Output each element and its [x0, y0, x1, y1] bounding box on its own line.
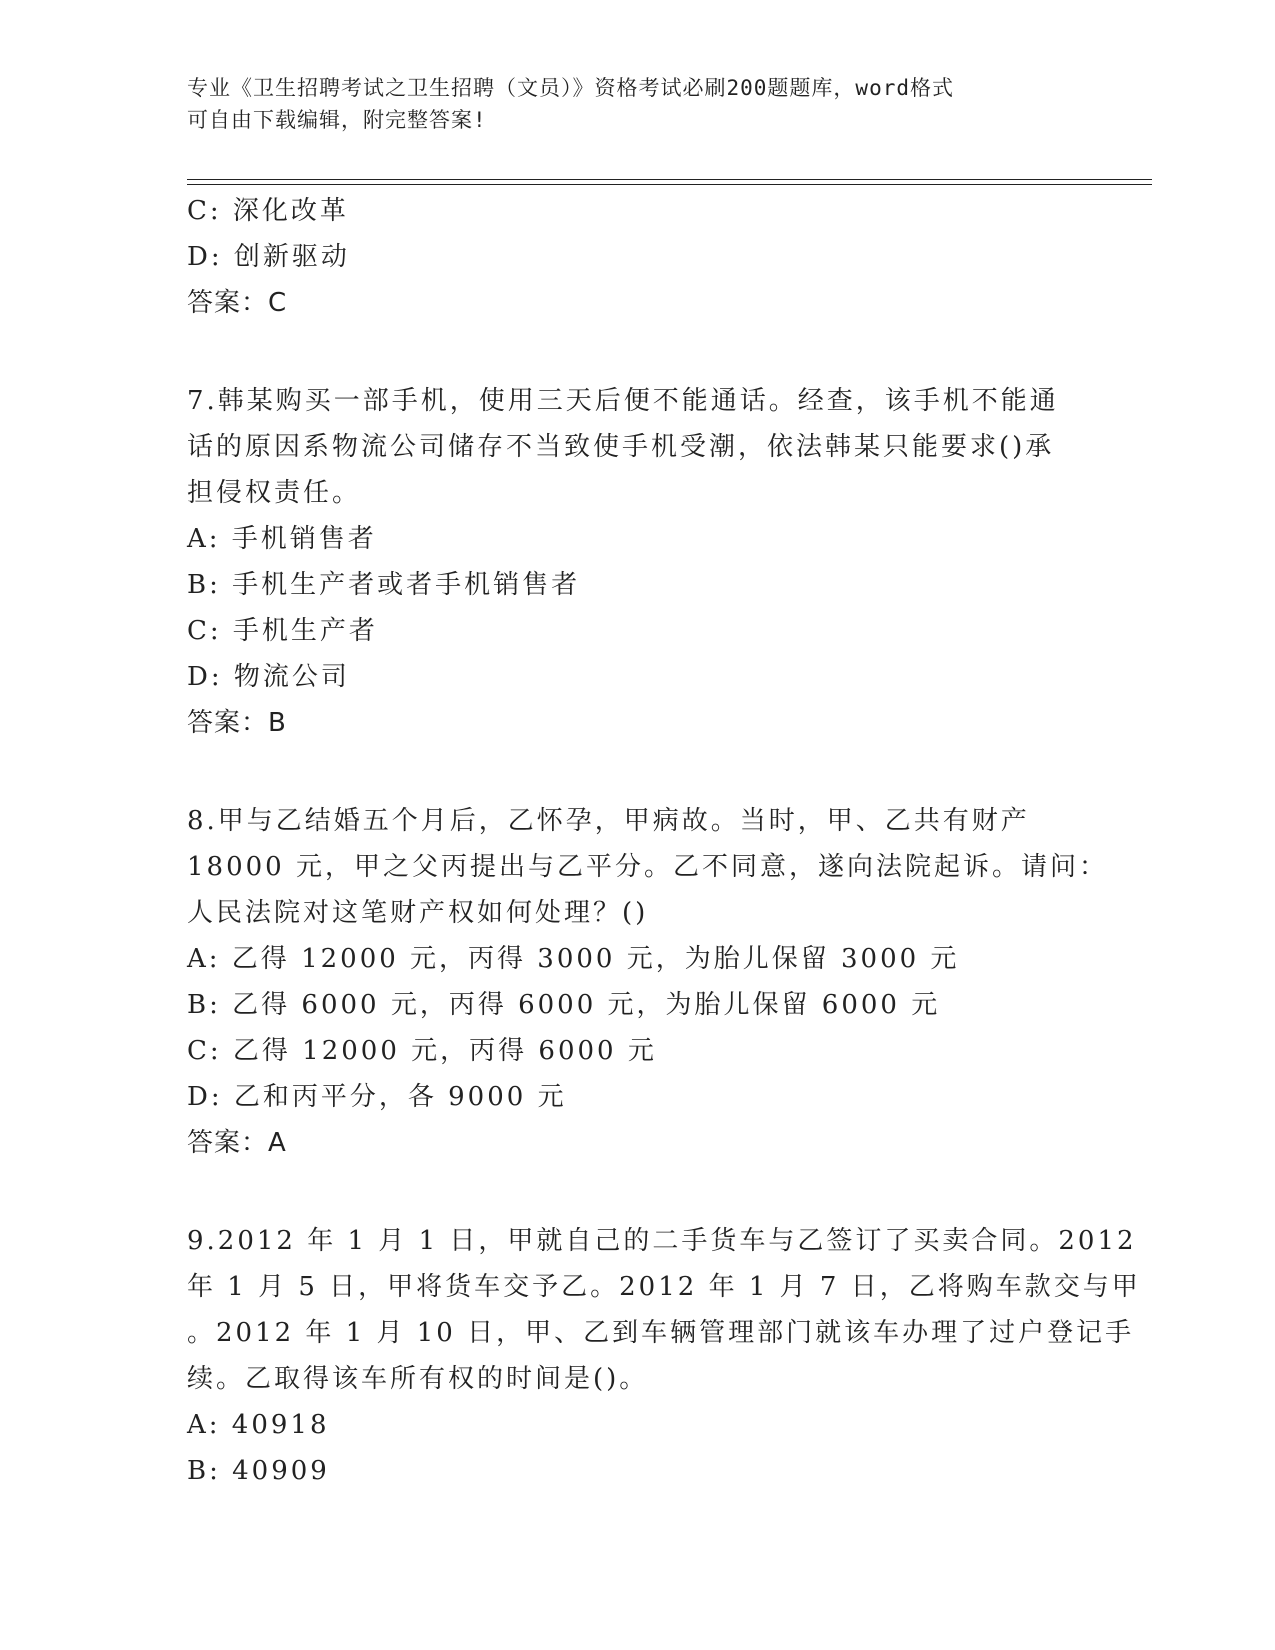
question-stem-line: 话的原因系物流公司储存不当致使手机受潮，依法韩某只能要求()承	[187, 432, 1055, 462]
question-spacer	[187, 746, 1087, 798]
question-stem-line: 续。乙取得该车所有权的时间是()。	[187, 1364, 649, 1394]
question-8	[187, 798, 1108, 1166]
answer-line: 答案：B	[187, 708, 287, 738]
answer-line: 答案：A	[187, 1128, 287, 1158]
question-stem-line: 。2012 年 1 月 10 日，甲、乙到车辆管理部门就该车办理了过户登记手	[187, 1318, 1135, 1348]
question-spacer	[187, 1166, 1087, 1218]
header-divider-top	[187, 179, 1152, 180]
question-stem-line: 年 1 月 5 日，甲将货车交予乙。2012 年 1 月 7 日，乙将购车款交与甲	[187, 1272, 1141, 1302]
question-stem-line: 18000 元，甲之父丙提出与乙平分。乙不同意，遂向法院起诉。请问：	[187, 852, 1108, 882]
option-c: C: 深化改革	[187, 196, 349, 226]
question-9	[187, 1218, 1141, 1494]
question-stem-line: 7.韩某购买一部手机，使用三天后便不能通话。经查，该手机不能通	[187, 386, 1059, 416]
option-a: A: 乙得 12000 元，丙得 3000 元，为胎儿保留 3000 元	[187, 944, 960, 974]
question-stem-line: 8.甲与乙结婚五个月后，乙怀孕，甲病故。当时，甲、乙共有财产	[187, 806, 1030, 836]
question-6-tail	[187, 188, 1087, 326]
option-b: B: 40909	[187, 1456, 330, 1486]
header-title-line-1: 专业《卫生招聘考试之卫生招聘（文员）》资格考试必刷200题题库，word格式	[187, 76, 954, 100]
question-stem-line: 9.2012 年 1 月 1 日，甲就自己的二手货车与乙签订了买卖合同。2012	[187, 1226, 1137, 1256]
question-list	[187, 188, 1141, 1494]
document-header	[187, 72, 1087, 136]
question-7	[187, 378, 1087, 746]
option-a: A: 40918	[187, 1410, 330, 1440]
option-d: D: 物流公司	[187, 662, 350, 692]
option-c: C: 手机生产者	[187, 616, 378, 646]
question-stem-line: 担侵权责任。	[187, 478, 362, 508]
option-d: D: 创新驱动	[187, 242, 350, 272]
header-divider-bottom	[187, 184, 1152, 185]
header-title-line-2: 可自由下载编辑，附完整答案!	[187, 108, 487, 132]
option-c: C: 乙得 12000 元，丙得 6000 元	[187, 1036, 657, 1066]
option-d: D: 乙和丙平分，各 9000 元	[187, 1082, 567, 1112]
option-a: A: 手机销售者	[187, 524, 377, 554]
option-b: B: 乙得 6000 元，丙得 6000 元，为胎儿保留 6000 元	[187, 990, 941, 1020]
answer-line: 答案：C	[187, 288, 288, 318]
question-spacer	[187, 326, 1087, 378]
option-b: B: 手机生产者或者手机销售者	[187, 570, 581, 600]
question-stem-line: 人民法院对这笔财产权如何处理？()	[187, 898, 649, 928]
